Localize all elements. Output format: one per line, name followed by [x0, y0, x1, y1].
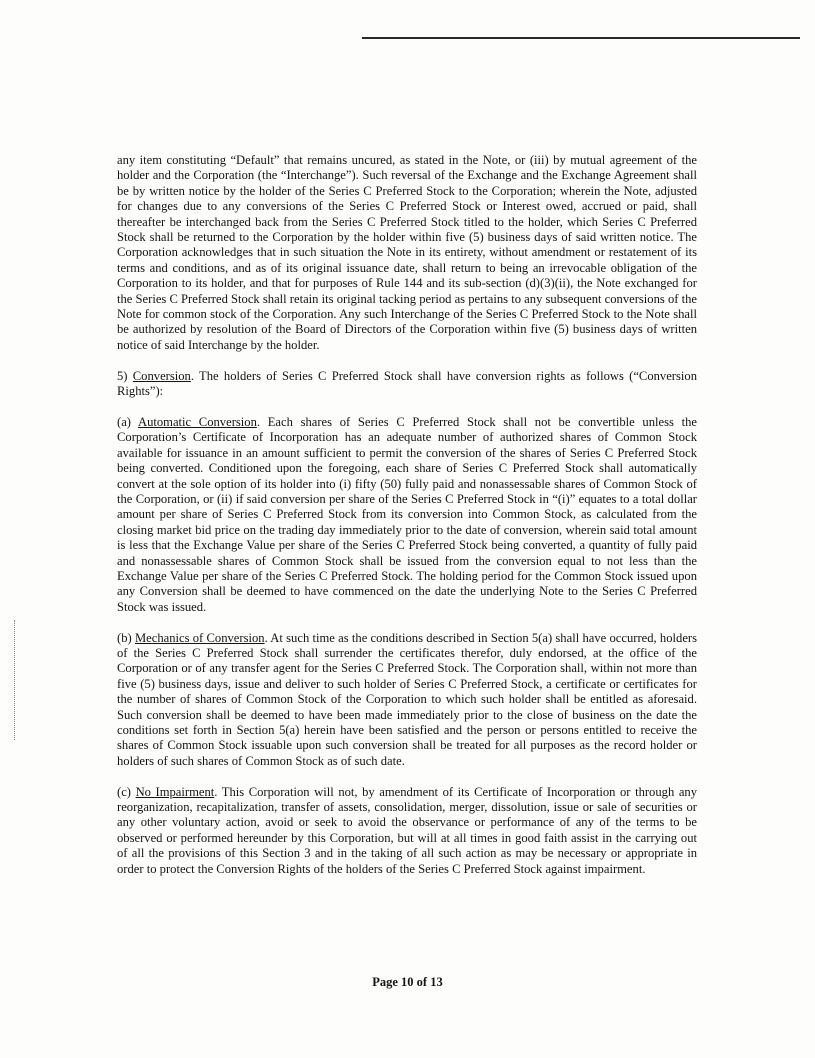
header-rule — [362, 37, 800, 39]
section-5-heading: Conversion — [132, 368, 191, 383]
subsection-b-label: (b) — [117, 630, 132, 645]
subsection-b-heading: Mechanics of Conversion — [134, 630, 265, 645]
page-number: Page 10 of 13 — [372, 975, 443, 989]
subsection-a-text: . Each shares of Series C Preferred Stock shall not be convertible unless the Corporation’s Certificate of Incorporation has an adequate number of authorized shares of Common Stock available for issuance in an amount sufficient to permit the conversion of the shares of Series C Preferred Stock being converted. Conditioned upon the foregoing, each share of Series C Preferred Stock shall automatically convert at the sole option of its holder into (i) fifty (50) fully paid and nonassessable shares of Common Stock of the Corporation, or (ii) if said conversion per share of the Series C Preferred Stock in “(i)” equates to a total dollar amount per share of Series C Preferred Stock from its conversion into Common Stock, as calculated from the closing market bid price on the trading day immediately prior to the date of conversion, wherein said total amount is less that the Exchange Value per share of the Series C Preferred Stock being converted, a quantity of fully paid and nonassessable shares of Common Stock shall be issued from the conversion equal to not less than the Exchange Value per share of the Series C Preferred Stock. The holding period for the Common Stock issued upon any Conversion shall be deemed to have commenced on the date the underlying Note to the Series C Preferred Stock was issued. — [117, 414, 697, 614]
section-5-text: . The holders of Series C Preferred Stock shall have conversion rights as follows (“Conversion Rights”): — [117, 368, 697, 399]
subsection-c-label: (c) — [117, 784, 131, 799]
subsection-b-paragraph — [117, 631, 697, 770]
section-5-paragraph — [117, 369, 697, 400]
subsection-b-text: . At such time as the conditions described in Section 5(a) shall have occurred, holders of the Series C Preferred Stock shall surrender the certificates therefor, duly endorsed, at the office of the Corporation or of any transfer agent for the Series C Preferred Stock. The Corporation shall, within not more than five (5) business days, issue and deliver to such holder of Series C Preferred Stock, a certificate or certificates for the number of shares of Common Stock of the Corporation to which such holder shall be entitled as aforesaid. Such conversion shall be deemed to have been made immediately prior to the close of business on the date the conditions set forth in Section 5(a) herein have been satisfied and the person or persons entitled to receive the shares of Common Stock issuable upon such conversion shall be treated for all purposes as the record holder or holders of such shares of Common Stock as of such date. — [117, 630, 698, 768]
subsection-a-paragraph — [117, 415, 697, 615]
subsection-c-heading: No Impairment — [135, 784, 215, 799]
section-5-number: 5) — [117, 368, 128, 383]
scan-margin-mark — [14, 620, 15, 740]
subsection-a-label: (a) — [117, 414, 131, 429]
subsection-c-text: . This Corporation will not, by amendment of its Certificate of Incorporation or through any reorganization, recapitalization, transfer of assets, consolidation, merger, dissolution, issue or sale of securities or any other voluntary action, avoid or seek to avoid the observance or performance of any of the terms to be observed or performed hereunder by this Corporation, but will at all times in good faith assist in the carrying out of all the provisions of this Section 3 and in the taking of all such action as may be necessary or appropriate in order to protect the Conversion Rights of the holders of the Series C Preferred Stock against impairment. — [117, 784, 697, 876]
subsection-c-paragraph — [117, 785, 697, 877]
continuation-paragraph: any item constituting “Default” that remains uncured, as stated in the Note, or (iii) by mutual agreement of the holder and the Corporation (the “Interchange”). Such reversal of the Exchange and the Exchange Agreement shall be by written notice by the holder of the Series C Preferred Stock to the Corporation; wherein the Note, adjusted for changes due to any conversions of the Series C Preferred Stock or Interest owed, accrued or paid, shall thereafter be interchanged back from the Series C Preferred Stock titled to the holder, which Series C Preferred Stock shall be returned to the Corporation by the holder within five (5) business days of said written notice. The Corporation acknowledges that in such situation the Note in its entirety, without amendment or restatement of its terms and conditions, and as of its original issuance date, shall return to being an irrevocable obligation of the Corporation to its holder, and that for purposes of Rule 144 and its sub-section (d)(3)(ii), the Note exchanged for the Series C Preferred Stock shall retain its original tacking period as pertains to any subsequent conversions of the Note for common stock of the Corporation. Any such Interchange of the Series C Preferred Stock to the Note shall be authorized by resolution of the Board of Directors of the Corporation within five (5) business days of written notice of said Interchange by the holder. — [117, 153, 697, 352]
subsection-a-heading: Automatic Conversion — [137, 414, 257, 429]
document-body — [117, 153, 697, 892]
